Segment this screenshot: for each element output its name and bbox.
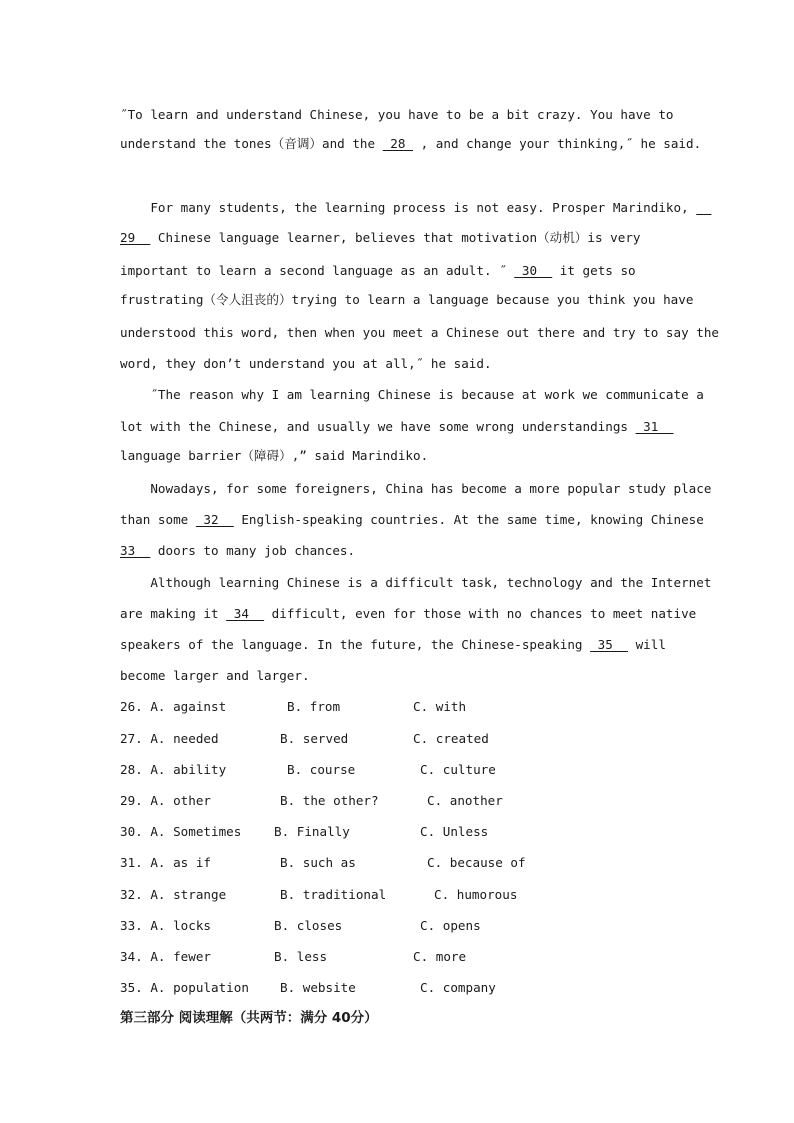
text: doors to many job chances. xyxy=(150,543,356,558)
option-b: B. traditional xyxy=(280,887,387,902)
text: understand the tones（音调）and the xyxy=(120,136,383,151)
blank-33: 33 xyxy=(120,543,151,558)
passage-line: word, they don’t understand you at all,˝ he said. xyxy=(120,356,492,371)
text: will xyxy=(628,637,666,652)
passage-line: ˝The reason why I am learning Chinese is because at work we communicate a xyxy=(120,387,704,402)
passage-line: Although learning Chinese is a difficult task, technology and the Internet xyxy=(120,575,712,590)
blank-34: 34 xyxy=(226,606,265,621)
blank-28: 28 xyxy=(382,136,414,151)
option-b: B. website xyxy=(280,980,356,995)
passage-line: frustrating（令人沮丧的）trying to learn a language because you think you have xyxy=(120,292,694,307)
passage-line xyxy=(120,263,636,279)
passage-line xyxy=(120,230,640,246)
passage-line xyxy=(120,543,355,559)
text: Chinese language learner, believes that motivation（动机）is very xyxy=(150,230,641,245)
option-c: C. Unless xyxy=(420,824,489,839)
passage-line xyxy=(120,512,704,528)
blank-29-start xyxy=(696,200,711,216)
passage-line xyxy=(120,637,666,653)
option-c: C. another xyxy=(427,793,503,808)
option-a: 32. A. strange xyxy=(120,887,227,902)
text: For many students, the learning process is not easy. Prosper Marindiko, xyxy=(120,200,697,215)
passage-line xyxy=(120,200,711,216)
option-b: B. such as xyxy=(280,855,356,870)
passage-line xyxy=(120,419,674,435)
section-heading: 第三部分 阅读理解（共两节：满分 40分） xyxy=(120,1010,378,1026)
option-b: B. closes xyxy=(274,918,343,933)
blank-31: 31 xyxy=(635,419,674,434)
passage-line xyxy=(120,136,701,152)
blank-29: 29 xyxy=(120,230,151,245)
option-b: B. Finally xyxy=(274,824,350,839)
text: it gets so xyxy=(552,263,636,278)
option-c: C. company xyxy=(420,980,496,995)
option-b: B. served xyxy=(280,731,349,746)
option-c: C. more xyxy=(413,949,467,964)
blank-30: 30 xyxy=(514,263,553,278)
text: difficult, even for those with no chances to meet native xyxy=(264,606,697,621)
text: English-speaking countries. At the same time, knowing Chinese xyxy=(233,512,704,527)
option-a: 29. A. other xyxy=(120,793,211,808)
option-c: C. opens xyxy=(420,918,481,933)
option-c: C. humorous xyxy=(434,887,518,902)
option-b: B. from xyxy=(287,699,341,714)
option-a: 27. A. needed xyxy=(120,731,219,746)
passage-line: become larger and larger. xyxy=(120,668,310,683)
option-a: 28. A. ability xyxy=(120,762,227,777)
passage-line: language barrier（障碍）,” said Marindiko. xyxy=(120,448,429,463)
text: than some xyxy=(120,512,196,527)
option-a: 31. A. as if xyxy=(120,855,211,870)
option-b: B. the other? xyxy=(280,793,379,808)
passage-line xyxy=(120,606,696,622)
text: important to learn a second language as an adult. ˝ xyxy=(120,263,515,278)
option-a: 33. A. locks xyxy=(120,918,211,933)
option-a: 30. A. Sometimes xyxy=(120,824,242,839)
text: , and change your thinking,˝ he said. xyxy=(413,136,702,151)
passage-line: Nowadays, for some foreigners, China has become a more popular study place xyxy=(120,481,712,496)
text: lot with the Chinese, and usually we have some wrong understandings xyxy=(120,419,636,434)
passage-line: understood this word, then when you meet a Chinese out there and try to say the xyxy=(120,325,719,340)
option-c: C. created xyxy=(413,731,489,746)
option-c: C. with xyxy=(413,699,467,714)
passage-line: ˝To learn and understand Chinese, you have to be a bit crazy. You have to xyxy=(120,107,674,122)
text: speakers of the language. In the future, the Chinese-speaking xyxy=(120,637,591,652)
option-b: B. less xyxy=(274,949,328,964)
option-c: C. because of xyxy=(427,855,526,870)
text: are making it xyxy=(120,606,227,621)
option-a: 35. A. population xyxy=(120,980,249,995)
blank-32: 32 xyxy=(195,512,234,527)
blank-35: 35 xyxy=(590,637,629,652)
option-a: 26. A. against xyxy=(120,699,227,714)
option-c: C. culture xyxy=(420,762,496,777)
option-a: 34. A. fewer xyxy=(120,949,211,964)
option-b: B. course xyxy=(287,762,356,777)
